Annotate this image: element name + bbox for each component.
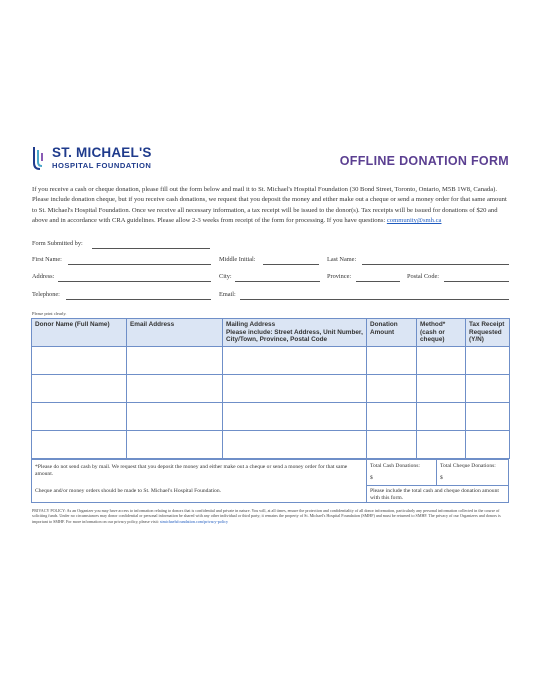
cell-email-address[interactable] [127,431,223,459]
totals-box [31,459,509,503]
foundation-logo-icon [32,145,46,171]
cell-donation-amount[interactable] [367,375,417,403]
contact-email-link[interactable]: community@smh.ca [386,217,442,225]
middle-initial-input[interactable] [263,264,319,265]
middle-initial-label: Middle Initial: [219,256,256,263]
foundation-logo [32,145,232,175]
cell-method[interactable] [417,375,466,403]
postal-code-label: Postal Code: [407,273,440,280]
submitted-by-label: Form Submitted by: [32,240,83,247]
address-input[interactable] [58,281,211,282]
col-tax-receipt: Tax Receipt Requested (Y/N) [466,319,510,347]
first-name-input[interactable] [68,264,211,265]
col-method: Method* (cash or cheque) [417,319,466,347]
cell-donor-name[interactable] [32,375,127,403]
privacy-text: PRIVACY POLICY: As an Organizer you may have access to information relating to donors that is confidential and private in nature. You will, at all times, ensure the protection and confidentiality of all donor information, particularly any personal information collected in the course of soliciting funds. Under no circumstances may donor confidential or personal information be shared with any other individual or third party; it remains the property of St. Michael's Hospital Foundation (SMHF) and must be returned to SMHF. The privacy of our Organizers and donors is important to SMHF. For more information on our privacy policy, please visit: [32,508,501,524]
cell-tax-receipt[interactable] [466,403,510,431]
col-donor-name: Donor Name (Full Name) [32,319,127,347]
cell-mailing-address[interactable] [223,431,367,459]
cell-donation-amount[interactable] [367,431,417,459]
cell-donor-name[interactable] [32,347,127,375]
privacy-policy-link[interactable]: stmichaelsfoundation.com/privacy-policy [159,518,228,524]
cash-mail-note: *Please do not send cash by mail. We request that you deposit the money and either make out a cheque or send a money order for that same amount. [35,464,348,477]
col-donation-amount: Donation Amount [367,319,417,347]
table-row [32,403,510,431]
last-name-input[interactable] [362,264,509,265]
province-input[interactable] [356,281,400,282]
form-title: OFFLINE DONATION FORM [339,154,509,168]
city-label: City: [219,273,232,280]
cell-mailing-address[interactable] [223,403,367,431]
cheque-payable-note: Cheque and/or money orders should be made to St. Michael's Hospital Foundation. [35,488,222,494]
province-label: Province: [327,273,352,280]
submitted-by-input[interactable] [92,248,210,249]
print-clearly-note: Please print clearly. [32,311,67,316]
cell-tax-receipt[interactable] [466,431,510,459]
include-totals-cell [367,486,508,502]
total-cheque-cell[interactable] [437,460,508,486]
logo-name-line2: HOSPITAL FOUNDATION [52,161,152,170]
cell-email-address[interactable] [127,403,223,431]
cell-email-address[interactable] [127,375,223,403]
total-cash-label: Total Cash Donations: [370,463,420,469]
cell-mailing-address[interactable] [223,347,367,375]
cell-donor-name[interactable] [32,431,127,459]
cell-mailing-address[interactable] [223,375,367,403]
cell-method[interactable] [417,347,466,375]
cell-method[interactable] [417,403,466,431]
table-row [32,431,510,459]
cell-method[interactable] [417,431,466,459]
include-totals-note: Please include the total cash and cheque donation amount with this form. [370,488,499,501]
total-cheque-currency: $ [440,475,443,481]
city-input[interactable] [235,281,320,282]
col-mailing-address [223,319,367,347]
col-email-address: Email Address [127,319,223,347]
logo-name-line1: ST. MICHAEL'S [52,145,152,160]
telephone-label: Telephone: [32,291,60,298]
intro-text: If you receive a cash or cheque donation, please fill out the form below and mail it to St. Michael's Hospital Foundation (30 Bond Street, Toronto, Ontario, M5B 1W8, Canada). Please include donation cheque, but if you receive cash donations, we request that you deposit the money and either make out a cheque or send a money order for that same amount to St. Michael's Hospital Foundation. Once we receive all necessary information, a tax receipt will be issued to the donor(s). Tax receipts will be issued for donations of $20 and above and in accordance with CRA guidelines. Please allow 2-3 weeks from receipt of the form for processing. If you have questions: [32,186,507,225]
cell-donor-name[interactable] [32,403,127,431]
postal-code-input[interactable] [444,281,509,282]
table-row [32,375,510,403]
first-name-label: First Name: [32,256,62,263]
address-label: Address: [32,273,55,280]
table-row [32,347,510,375]
mailing-notes [32,460,367,502]
table-header-row [32,319,510,347]
col-mailing-address-text: Mailing Address Please include: Street Address, Unit Number, City/Town, Province, Postal Code [226,321,363,344]
email-label: Email: [219,291,236,298]
cell-tax-receipt[interactable] [466,347,510,375]
cell-email-address[interactable] [127,347,223,375]
email-input[interactable] [240,299,509,300]
total-cash-cell[interactable] [367,460,437,486]
cell-tax-receipt[interactable] [466,375,510,403]
cell-donation-amount[interactable] [367,347,417,375]
total-cheque-label: Total Cheque Donations: [440,463,496,469]
total-cash-currency: $ [370,475,373,481]
donation-table [31,318,509,459]
intro-paragraph [32,185,510,227]
privacy-policy [32,508,510,524]
last-name-label: Last Name: [327,256,357,263]
telephone-input[interactable] [66,299,211,300]
cell-donation-amount[interactable] [367,403,417,431]
